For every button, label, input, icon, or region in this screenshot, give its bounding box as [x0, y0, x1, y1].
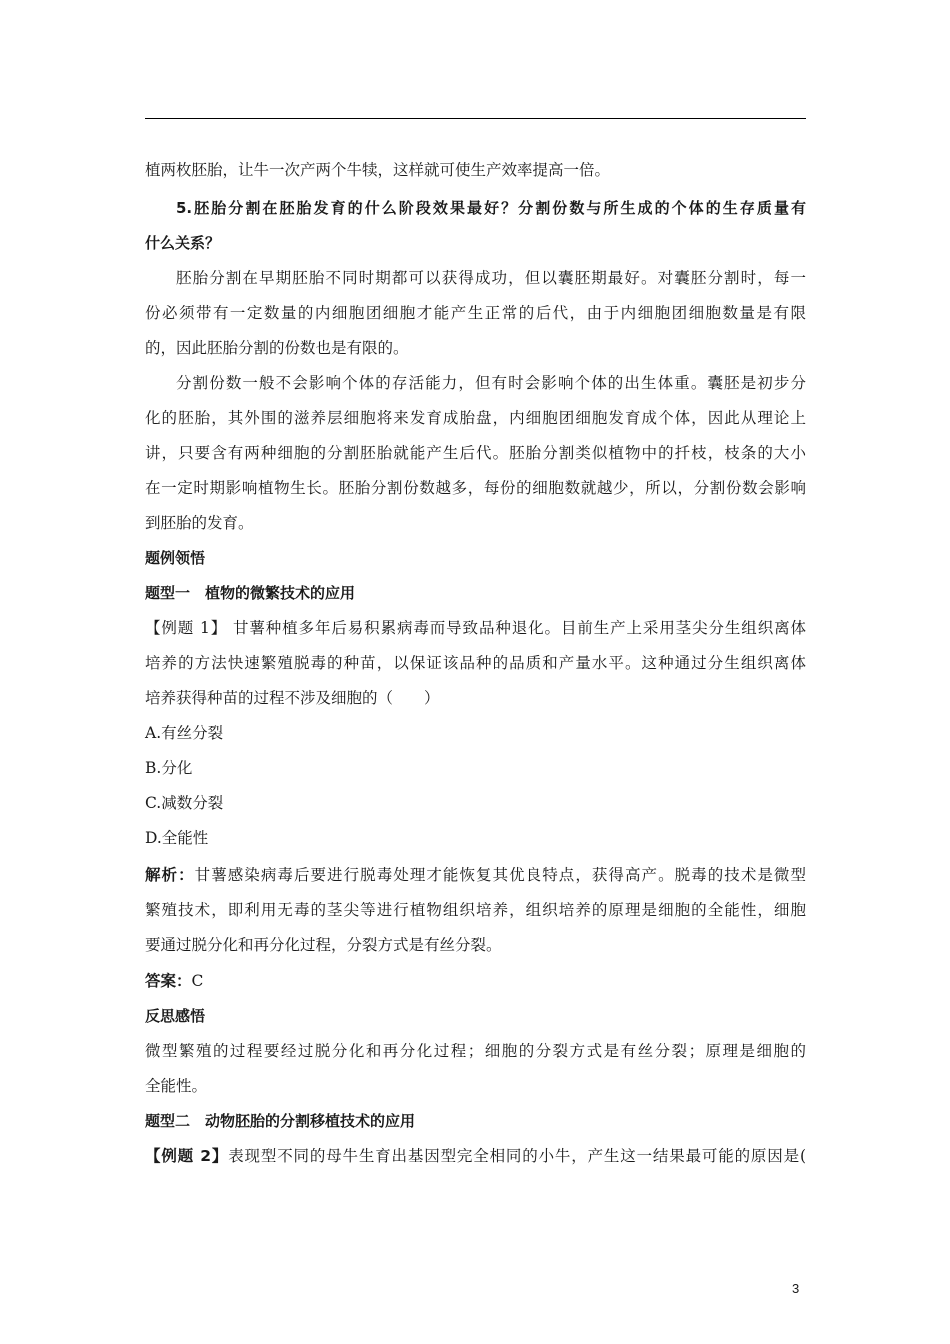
text-line: [145, 688, 806, 708]
line-text: 【例题 1】 甘薯种植多年后易积累病毒而导致品种退化。目前生产上采用茎尖分生组织离体: [145, 619, 806, 637]
text-line: [145, 233, 806, 253]
text-line: [145, 1146, 806, 1166]
header-rule: [145, 118, 806, 119]
text-line: [145, 1111, 806, 1131]
line-text: 题型一 植物的微繁技术的应用: [145, 584, 356, 602]
text-line: [145, 793, 806, 813]
text-line: [145, 618, 806, 638]
line-text: 繁殖技术，即利用无毒的茎尖等进行植物组织培养，组织培养的原理是细胞的全能性，细胞: [145, 901, 806, 919]
line-text: 5.胚胎分割在胚胎发育的什么阶段效果最好？分割份数与所生成的个体的生存质量有: [176, 199, 806, 217]
text-line: [145, 900, 806, 920]
line-prefix: 解析：: [145, 866, 195, 884]
line-text: 胚胎分割在早期胚胎不同时期都可以获得成功，但以囊胚期最好。对囊胚分割时，每一: [176, 269, 806, 287]
line-prefix: 答案：: [145, 972, 192, 990]
line-text: 什么关系？: [145, 234, 221, 252]
text-line: [176, 373, 806, 393]
line-text: C.减数分裂: [145, 794, 224, 812]
text-line: [145, 971, 806, 991]
text-line: [145, 653, 806, 673]
line-text: 培养的方法快速繁殖脱毒的种苗，以保证该品种的品质和产量水平。这种通过分生组织离体: [145, 654, 806, 672]
text-line: [145, 160, 806, 180]
line-text: 植两枚胚胎，让牛一次产两个牛犊，这样就可使生产效率提高一倍。: [145, 161, 611, 179]
text-line: [145, 478, 806, 498]
line-text: A.有丝分裂: [145, 724, 224, 742]
line-text: 化的胚胎，其外围的滋养层细胞将来发育成胎盘，内细胞团细胞发育成个体，因此从理论上: [145, 409, 806, 427]
line-text: 题型二 动物胚胎的分割移植技术的应用: [145, 1112, 416, 1130]
text-line: [145, 338, 806, 358]
line-text: 的，因此胚胎分割的份数也是有限的。: [145, 339, 409, 357]
text-line: [145, 303, 806, 323]
text-line: [145, 758, 806, 778]
line-text: 在一定时期影响植物生长。胚胎分割份数越多，每份的细胞数就越少，所以，分割份数会影响: [145, 479, 806, 497]
line-text: 全能性。: [145, 1077, 208, 1095]
text-line: [176, 198, 806, 218]
line-text: 讲，只要含有两种细胞的分割胚胎就能产生后代。胚胎分割类似植物中的扦枝，枝条的大小: [145, 444, 806, 462]
text-line: [145, 1006, 806, 1026]
line-text: 甘薯感染病毒后要进行脱毒处理才能恢复其优良特点，获得高产。脱毒的技术是微型: [194, 866, 806, 884]
line-text: C: [191, 972, 204, 990]
page-number: 3: [792, 1281, 800, 1296]
text-line: [145, 1076, 806, 1096]
text-line: [145, 548, 806, 568]
line-text: 微型繁殖的过程要经过脱分化和再分化过程；细胞的分裂方式是有丝分裂；原理是细胞的: [145, 1042, 806, 1060]
text-line: [176, 268, 806, 288]
line-text: 到胚胎的发育。: [145, 514, 254, 532]
line-text: 表现型不同的母牛生育出基因型完全相同的小牛，产生这一结果最可能的原因是(: [228, 1147, 806, 1165]
line-text: 要通过脱分化和再分化过程，分裂方式是有丝分裂。: [145, 936, 502, 954]
line-text: 分割份数一般不会影响个体的存活能力，但有时会影响个体的出生体重。囊胚是初步分: [176, 374, 806, 392]
text-line: [145, 935, 806, 955]
line-text: 培养获得种苗的过程不涉及细胞的（ ）: [145, 689, 440, 707]
line-prefix: 【例题 2】: [145, 1147, 229, 1165]
text-line: [145, 408, 806, 428]
text-line: [145, 828, 806, 848]
line-text: D.全能性: [145, 829, 209, 847]
text-line: [145, 723, 806, 743]
line-text: B.分化: [145, 759, 193, 777]
line-text: 份必须带有一定数量的内细胞团细胞才能产生正常的后代，由于内细胞团细胞数量是有限: [145, 304, 806, 322]
line-text: 题例领悟: [145, 549, 206, 567]
text-line: [145, 865, 806, 885]
text-line: [145, 1041, 806, 1061]
text-line: [145, 583, 806, 603]
text-line: [145, 513, 806, 533]
text-line: [145, 443, 806, 463]
line-text: 反思感悟: [145, 1007, 206, 1025]
